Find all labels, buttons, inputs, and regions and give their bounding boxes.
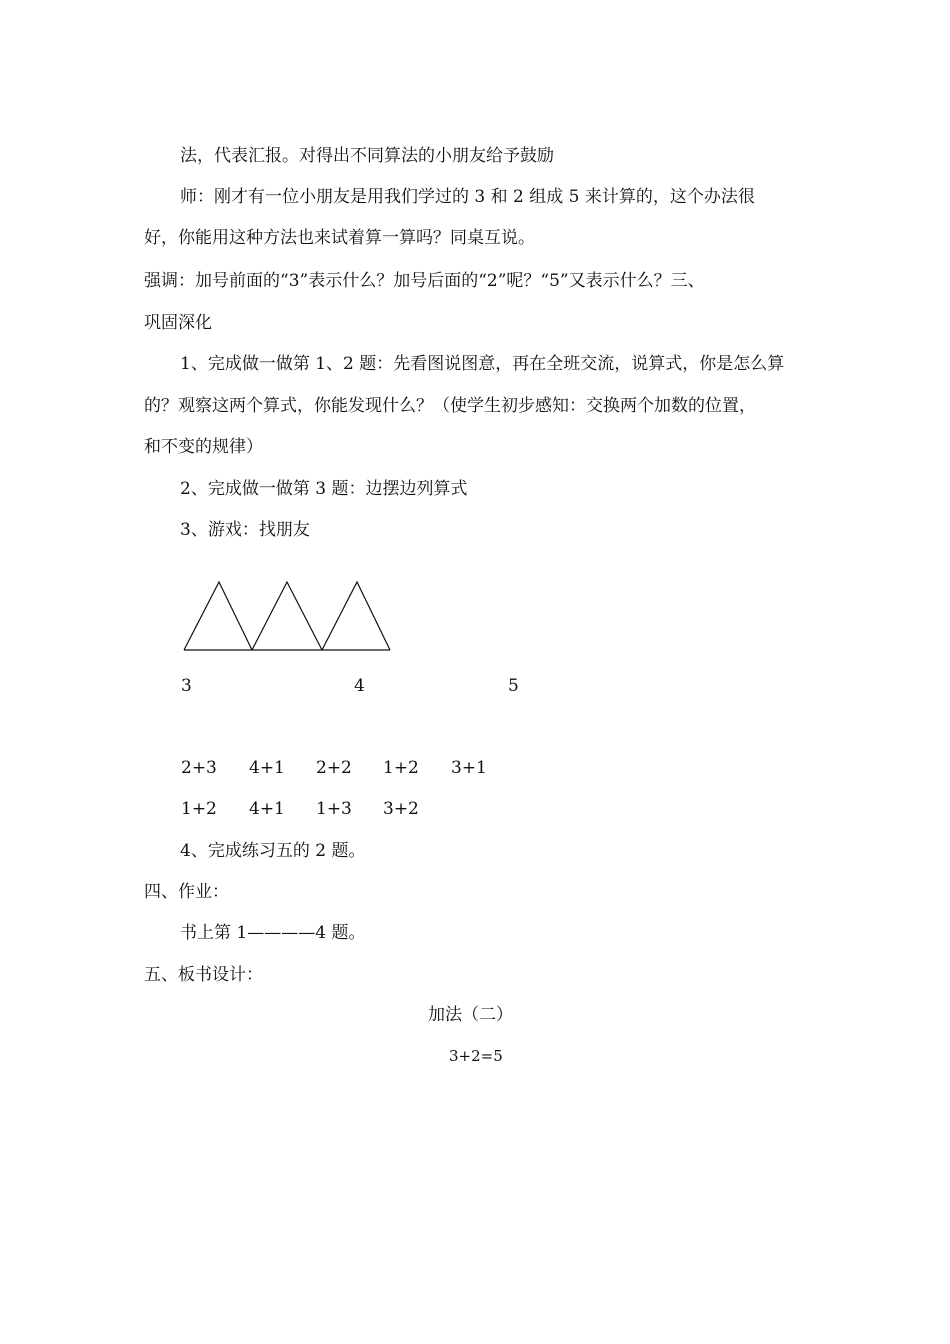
expression-card: 4+1 — [249, 799, 285, 819]
paragraph-line: 书上第 1————4 题。 — [180, 923, 366, 943]
triangle-number-2: 4 — [354, 676, 365, 696]
paragraph-line: 2、完成做一做第 3 题：边摆边列算式 — [180, 479, 468, 499]
paragraph-line: 1、完成做一做第 1、2 题：先看图说图意，再在全班交流，说算式，你是怎么算 — [180, 354, 785, 374]
triangle-2 — [252, 582, 322, 650]
triangles-figure — [182, 578, 394, 652]
expression-card: 1+3 — [316, 799, 352, 819]
paragraph-line: 和不变的规律） — [144, 437, 263, 457]
paragraph-line: 4、完成练习五的 2 题。 — [180, 841, 366, 861]
expression-card: 4+1 — [249, 758, 285, 778]
triangle-3 — [322, 582, 390, 650]
expression-card: 1+2 — [181, 799, 217, 819]
paragraph-line: 师：刚才有一位小朋友是用我们学过的 3 和 2 组成 5 来计算的，这个办法很 — [180, 187, 755, 207]
expression-card: 1+2 — [383, 758, 419, 778]
paragraph-line: 的？观察这两个算式，你能发现什么？（使学生初步感知：交换两个加数的位置， — [144, 396, 756, 416]
section-heading: 五、板书设计： — [144, 965, 263, 985]
paragraph-line: 3、游戏：找朋友 — [180, 520, 310, 540]
paragraph-line: 法，代表汇报。对得出不同算法的小朋友给予鼓励 — [180, 146, 554, 166]
paragraph-line: 好，你能用这种方法也来试着算一算吗？同桌互说。 — [144, 228, 535, 248]
board-title: 加法（二） — [428, 1005, 513, 1025]
board-equation: 3+2=5 — [449, 1047, 503, 1065]
paragraph-line: 巩固深化 — [144, 313, 212, 333]
expression-card: 3+2 — [383, 799, 419, 819]
expression-card: 2+2 — [316, 758, 352, 778]
triangle-1 — [184, 582, 252, 650]
expression-card: 2+3 — [181, 758, 217, 778]
expression-card: 3+1 — [451, 758, 487, 778]
triangle-number-3: 5 — [508, 676, 519, 696]
triangle-number-1: 3 — [181, 676, 192, 696]
paragraph-line: 强调：加号前面的“3”表示什么？加号后面的“2”呢？“5”又表示什么？三、 — [144, 271, 705, 291]
section-heading: 四、作业： — [144, 882, 229, 902]
